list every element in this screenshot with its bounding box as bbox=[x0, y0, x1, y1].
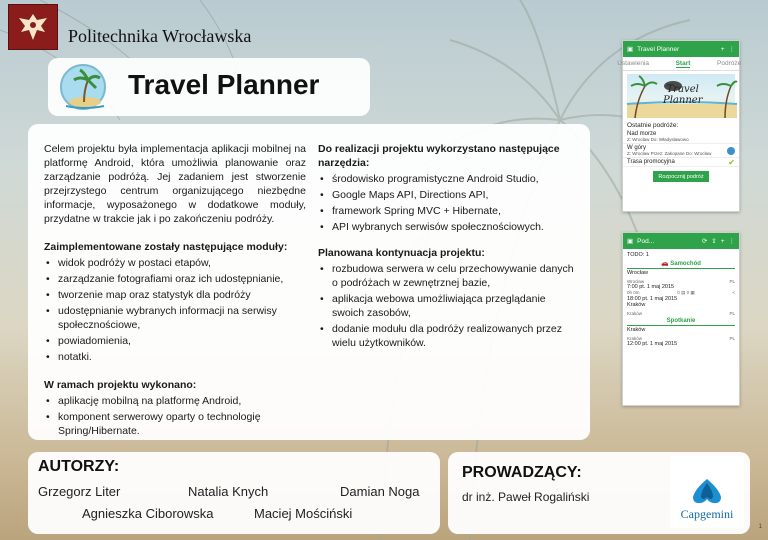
modules-list bbox=[44, 256, 306, 364]
left-column bbox=[44, 142, 306, 440]
author-name: Agnieszka Ciborowska bbox=[82, 506, 214, 521]
page-title: Travel Planner bbox=[128, 69, 320, 100]
app-bar bbox=[623, 233, 739, 249]
list-item: • tworzenie map oraz statystyk dla podróży bbox=[44, 288, 306, 302]
tools-list bbox=[318, 172, 576, 234]
plans-heading: Planowana kontynuacja projektu: bbox=[318, 247, 485, 259]
city: Kraków bbox=[627, 327, 646, 333]
list-item: • dodanie modułu dla podróży realizowanych przez wielu użytkowników. bbox=[318, 322, 576, 350]
app-bar bbox=[623, 41, 739, 57]
share-icon[interactable]: ⇪ bbox=[711, 238, 717, 245]
list-item: • powiadomienia, bbox=[44, 334, 306, 348]
author-name: Damian Noga bbox=[340, 484, 420, 499]
meeting-time: 12:00 pt. 1 maj 2015 bbox=[627, 341, 678, 347]
content-panel bbox=[28, 124, 590, 440]
title-panel bbox=[48, 58, 370, 116]
page-number: 1 bbox=[758, 524, 762, 530]
todo-count: 1 bbox=[645, 252, 649, 258]
list-item[interactable] bbox=[623, 144, 739, 158]
done-list bbox=[44, 394, 306, 438]
share-icon[interactable]: < bbox=[732, 290, 735, 295]
car-icon: 🚗 bbox=[661, 261, 669, 267]
recent-trips-heading: Ostatnie podróże: bbox=[627, 122, 679, 129]
city: Kraków bbox=[627, 302, 646, 308]
todo-row bbox=[623, 249, 739, 258]
banner-line-2: Planner bbox=[663, 95, 703, 106]
university-logo bbox=[8, 4, 58, 50]
list-item: • Google Maps API, Directions API, bbox=[318, 188, 576, 202]
tools-heading: Do realizacji projektu wykorzystano następujące narzędzia: bbox=[318, 143, 560, 169]
location-city: Kraków bbox=[627, 336, 643, 341]
add-icon[interactable]: + bbox=[720, 45, 725, 53]
list-item: • framework Spring MVC + Hibernate, bbox=[318, 204, 576, 218]
done-heading: W ramach projektu wykonano: bbox=[44, 379, 197, 391]
todo-label: TODO: bbox=[627, 252, 645, 258]
tab-settings[interactable]: Ustawienia bbox=[617, 60, 649, 67]
list-item: • zarządzanie fotografiami oraz ich udostępnianie, bbox=[44, 272, 306, 286]
right-column bbox=[318, 142, 576, 352]
trip-name: Nad morze bbox=[627, 131, 657, 137]
modules-heading: Zaimplementowane zostały następujące moduły: bbox=[44, 241, 288, 253]
app-title: Travel Planner bbox=[637, 45, 680, 53]
start-trip-button[interactable]: Rozpocznij podróż bbox=[653, 171, 709, 182]
trip-route: Z: Wrocław Do: Władysławowo bbox=[627, 137, 689, 142]
location-country: PL bbox=[729, 336, 735, 341]
location-country: PL bbox=[729, 279, 735, 284]
check-icon: ✔ bbox=[728, 158, 735, 167]
list-item[interactable] bbox=[623, 130, 739, 144]
app-icon: ▣ bbox=[627, 238, 634, 245]
app-title: Pod... bbox=[637, 237, 655, 245]
app-icon: ▣ bbox=[627, 46, 634, 53]
sync-icon[interactable]: ⟳ bbox=[701, 238, 708, 245]
trip-name: Trasa promocyjna bbox=[627, 159, 675, 165]
segment-label: Samochód bbox=[670, 261, 701, 267]
capgemini-logo bbox=[670, 456, 744, 528]
duration: 0h 0m bbox=[627, 290, 640, 295]
city: Wrocław bbox=[627, 270, 648, 276]
list-item: • notatki. bbox=[44, 350, 306, 364]
departure-time: 7:00 pt. 1 maj 2015 bbox=[627, 284, 675, 290]
intro-paragraph: Celem projektu była implementacja aplikacji mobilnej na platformę Android, która umożliwia planowanie oraz zarządzanie podróżą. Jej zadaniem jest stworzenie przejrzystego centrum organizującego niezbędne informacje, wyposażonego w dodatkowe moduły, przydatne w trakcie jak i po zakończeniu podróży. bbox=[44, 143, 306, 225]
authors-heading: AUTORZY: bbox=[38, 458, 120, 475]
supervisor-name: dr inż. Paweł Rogaliński bbox=[462, 490, 590, 504]
location-city: Wrocław bbox=[627, 279, 645, 284]
photo-icon[interactable]: ▤ bbox=[681, 290, 686, 295]
list-item: • aplikację mobilną na platformę Android, bbox=[44, 394, 306, 408]
app-banner bbox=[627, 74, 735, 118]
image-icon[interactable]: ▦ bbox=[690, 290, 695, 295]
app-screenshot-trip bbox=[622, 232, 740, 406]
app-screenshot-start bbox=[617, 40, 742, 212]
location-row bbox=[627, 311, 735, 316]
list-item[interactable] bbox=[623, 158, 739, 167]
supervisor-panel bbox=[448, 452, 750, 534]
photo-count: 0 bbox=[677, 290, 680, 295]
tab-start[interactable]: Start bbox=[675, 60, 691, 67]
banner-line-1: Travel bbox=[666, 84, 699, 95]
list-item: • API wybranych serwisów społecznościowych. bbox=[318, 220, 576, 234]
list-item: • udostępnianie wybranych informacji na serwisy społecznościowe, bbox=[44, 304, 306, 332]
list-item: • rozbudowa serwera w celu przechowywanie danych o podróżach w zewnętrznej bazie, bbox=[318, 262, 576, 290]
trip-route: Z: Wrocław Przez: Zakopane Do: Wrocław bbox=[627, 151, 712, 156]
plans-list bbox=[318, 262, 576, 350]
list-item: • widok podróży w postaci etapów, bbox=[44, 256, 306, 270]
list-item: • komponent serwerowy oparty o technologię Spring/Hibernate. bbox=[44, 410, 306, 438]
island-logo-icon bbox=[60, 64, 106, 110]
university-name: Politechnika Wrocławska bbox=[68, 26, 252, 46]
segment-meeting[interactable]: Spotkanie bbox=[627, 317, 735, 326]
add-icon[interactable]: + bbox=[720, 237, 725, 245]
author-name: Grzegorz Liter bbox=[38, 484, 121, 499]
location-country: PL bbox=[729, 311, 735, 316]
author-name: Natalia Knych bbox=[188, 484, 269, 499]
tab-trips[interactable]: Podróże bbox=[717, 60, 742, 67]
sponsor-name: Capgemini bbox=[680, 507, 734, 521]
banner-title bbox=[663, 84, 702, 106]
note-count: 0 bbox=[686, 290, 690, 295]
trip-name: W góry bbox=[627, 145, 647, 151]
globe-icon bbox=[727, 147, 735, 155]
arrival-time: 18:00 pt. 1 maj 2015 bbox=[627, 296, 678, 302]
location-city: Kraków bbox=[627, 311, 643, 316]
eagle-icon bbox=[15, 10, 51, 44]
segment-car[interactable] bbox=[627, 259, 735, 269]
authors-panel bbox=[28, 452, 440, 534]
spade-icon bbox=[685, 477, 729, 507]
supervisor-heading: PROWADZĄCY: bbox=[462, 464, 582, 481]
list-item: • środowisko programistyczne Android Studio, bbox=[318, 172, 576, 186]
author-name: Maciej Mościński bbox=[254, 506, 353, 521]
more-menu-icon[interactable]: ⋮ bbox=[728, 238, 735, 245]
more-menu-icon[interactable]: ⋮ bbox=[728, 46, 735, 53]
app-tabs bbox=[617, 57, 742, 71]
list-item: • aplikacja webowa umożliwiająca przeglądanie swoich zasobów, bbox=[318, 292, 576, 320]
